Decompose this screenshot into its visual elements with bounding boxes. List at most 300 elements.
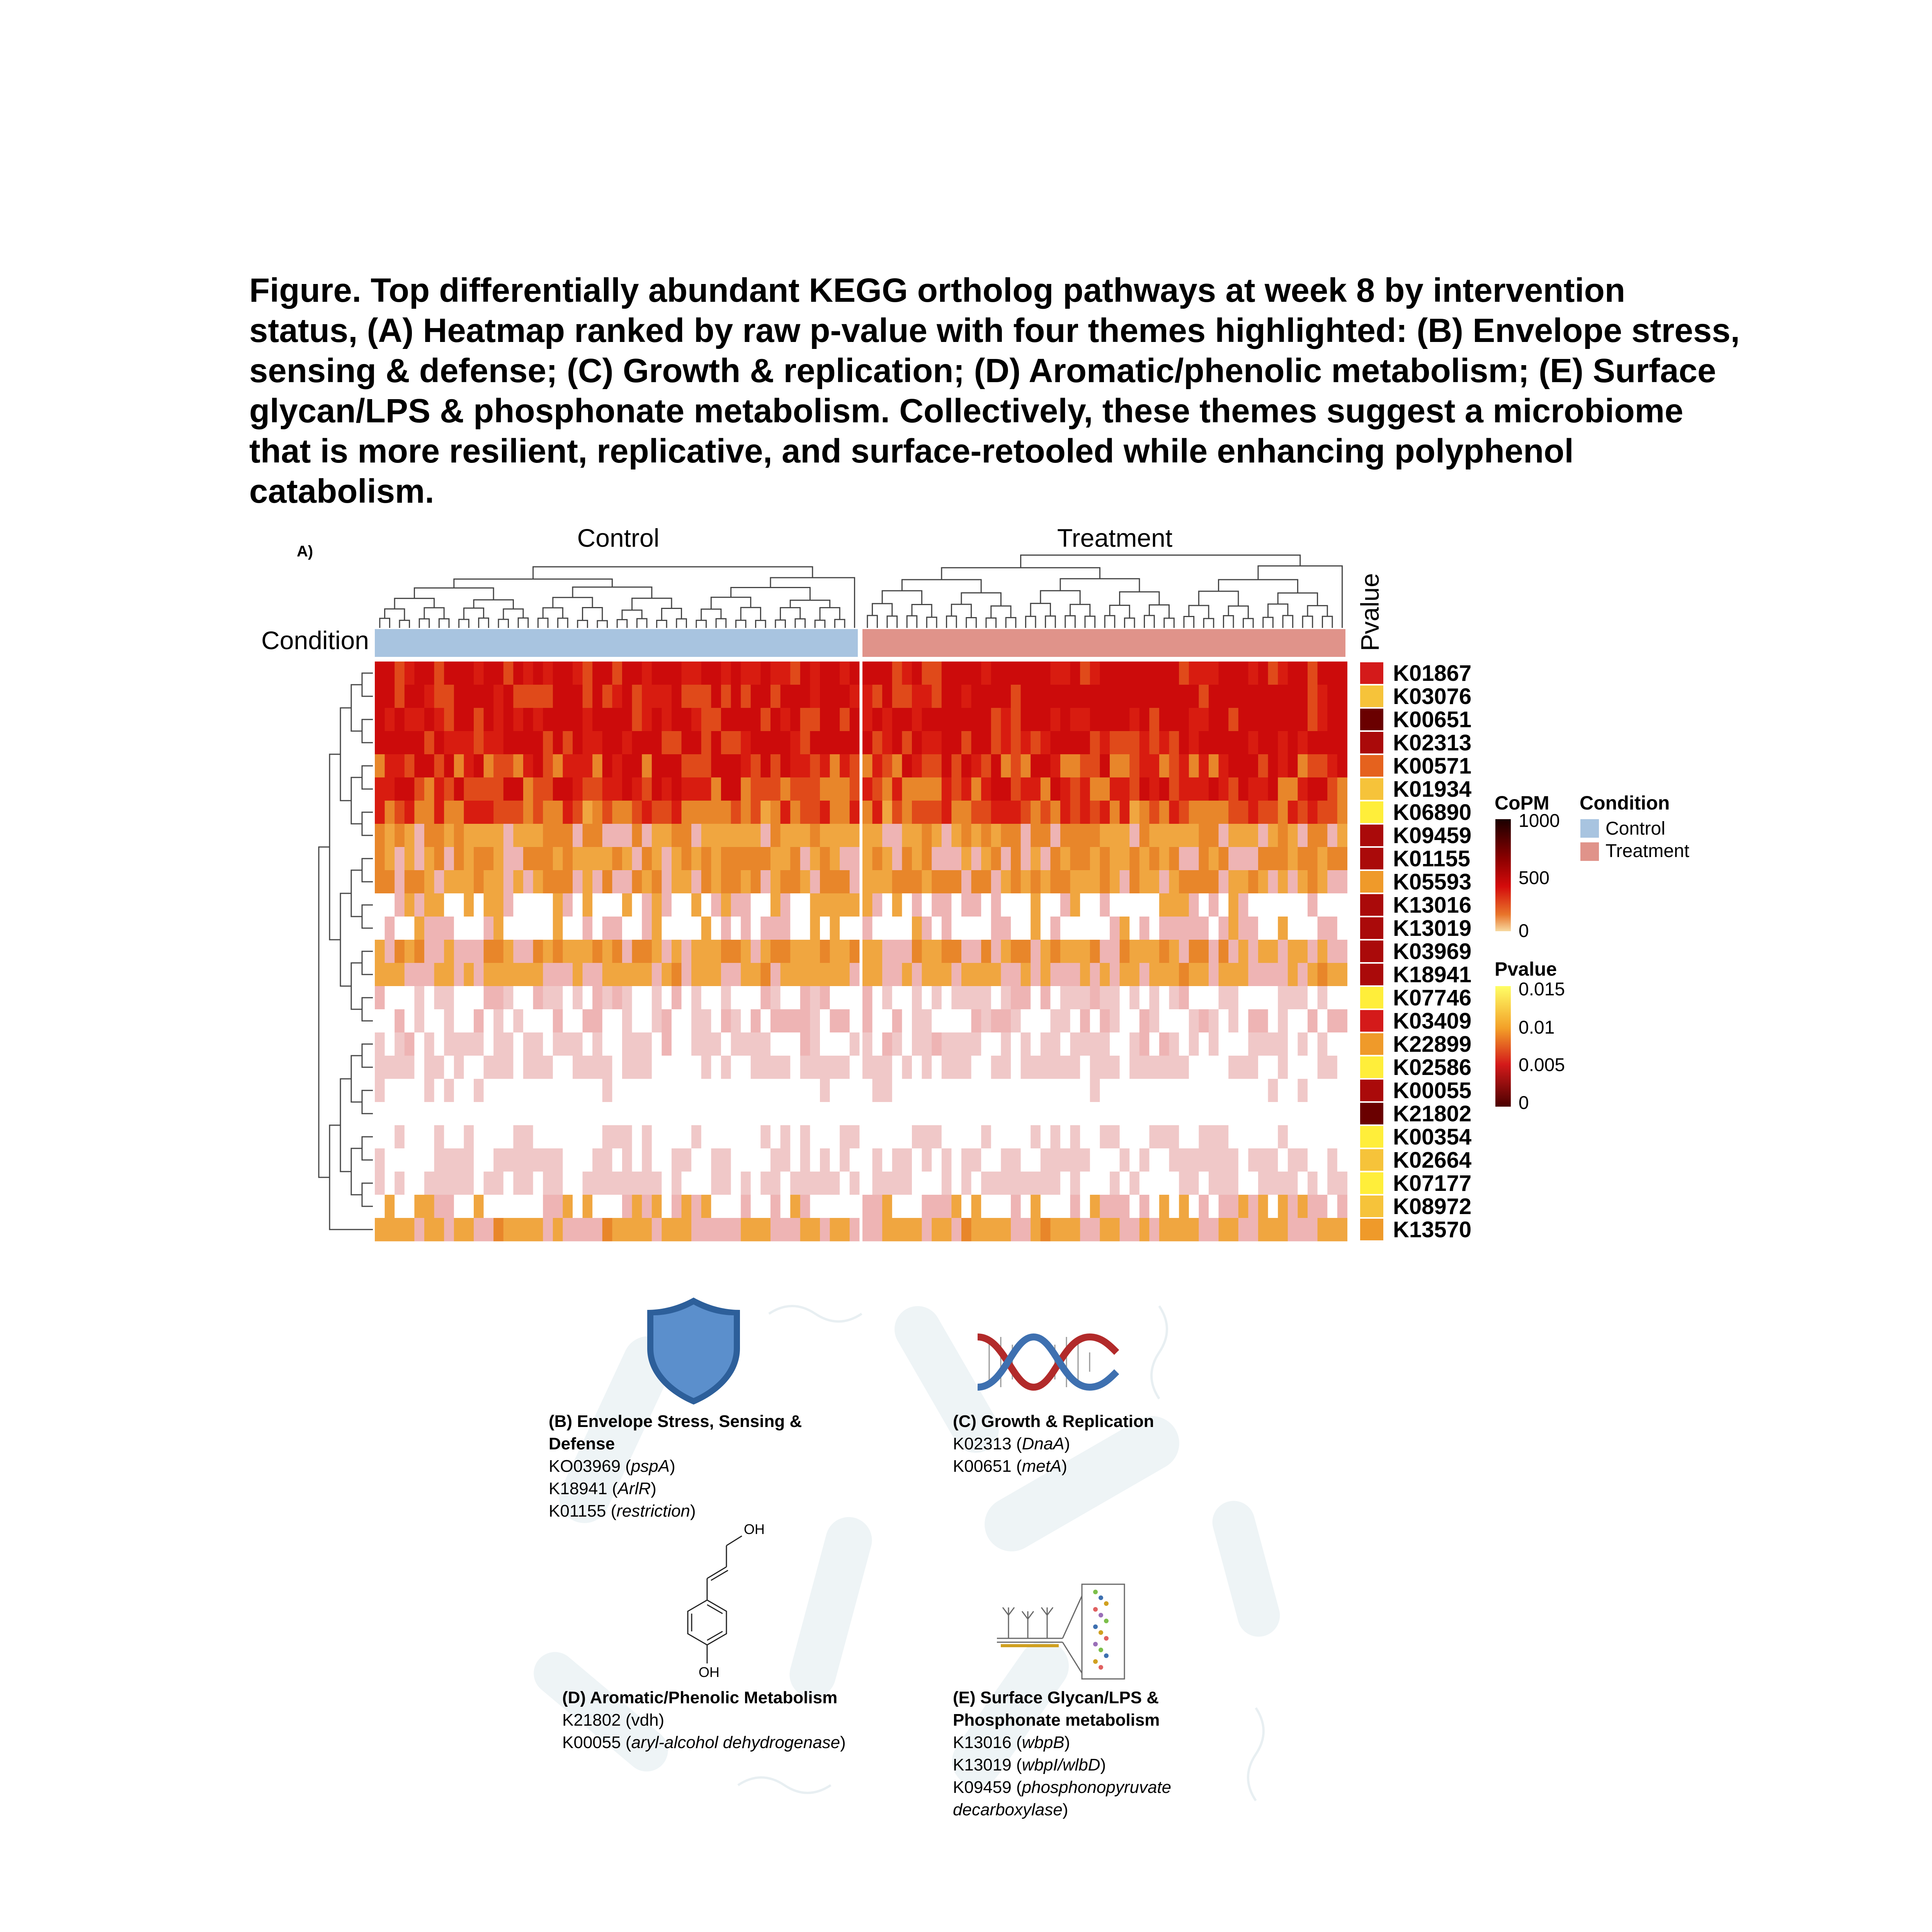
heatmap-cell [1219,870,1229,894]
heatmap-cell [395,731,405,755]
heatmap-cell [464,1009,474,1033]
heatmap-cell [840,870,850,894]
heatmap-cell [682,1172,692,1195]
dendrogram-branch [340,893,351,986]
heatmap-cell [395,824,405,847]
theme-e [953,1687,1171,1821]
heatmap-cell [602,824,612,847]
heatmap-cell [543,662,553,685]
heatmap-cell [1288,708,1298,731]
heatmap-cell [1011,824,1021,847]
heatmap-cell [902,963,912,986]
heatmap-cell [454,1172,464,1195]
heatmap-cell [1238,1218,1248,1242]
heatmap-cell [1100,824,1110,847]
heatmap-cell [523,893,533,917]
heatmap-cell [464,801,474,824]
pvalue-colorbar [1495,986,1511,1107]
heatmap-cell [464,1079,474,1102]
heatmap-cell [961,1102,971,1126]
heatmap-cell [1060,754,1070,778]
heatmap-cell [961,1079,971,1102]
heatmap-cell [691,777,701,801]
heatmap-cell [922,1125,932,1149]
heatmap-cell [1308,1009,1318,1033]
heatmap-cell [830,1079,840,1102]
heatmap-cell [1327,662,1337,685]
heatmap-cell [701,1172,711,1195]
heatmap-cell [760,1009,770,1033]
heatmap-cell [662,777,672,801]
heatmap-cell [563,1125,573,1149]
dendrogram-branch [419,619,429,628]
heatmap-cell [1209,847,1219,871]
heatmap-cell [1248,1102,1258,1126]
heatmap-cell [632,1032,642,1056]
heatmap-cell [444,801,454,824]
heatmap-cell [892,754,902,778]
heatmap-cell [1337,708,1347,731]
heatmap-cell [622,1218,632,1242]
heatmap-cell [405,731,415,755]
heatmap-cell [1337,777,1347,801]
heatmap-cell [790,963,800,986]
group-label-control: Control [577,524,660,552]
heatmap-cell [444,1172,454,1195]
heatmap-cell [922,1218,932,1242]
heatmap-cell [840,1056,850,1079]
heatmap-cell [583,731,593,755]
heatmap-cell [533,824,543,847]
condition-annotation-label: Condition [261,626,369,655]
heatmap-cell [1298,1079,1308,1102]
heatmap-cell [701,847,711,871]
heatmap-cell [872,1032,883,1056]
heatmap-cell [840,847,850,871]
heatmap-cell [543,777,553,801]
heatmap-cell [424,870,434,894]
heatmap-cell [902,708,912,731]
heatmap-cell [395,1009,405,1033]
heatmap-cell [770,1079,781,1102]
condition-bar-control [375,629,858,657]
heatmap-cell [385,1125,395,1149]
heatmap-cell [1169,824,1179,847]
heatmap-cell [454,1032,464,1056]
heatmap-cell [1159,1079,1169,1102]
heatmap-cell [395,777,405,801]
heatmap-cell [652,1009,662,1033]
heatmap-cell [523,754,533,778]
heatmap-cell [622,708,632,731]
heatmap-cell [912,1032,922,1056]
heatmap-cell [711,685,721,708]
heatmap-cell [395,1195,405,1218]
heatmap-cell [1318,824,1328,847]
heatmap-cell [1327,801,1337,824]
heatmap-cell [385,893,395,917]
heatmap-cell [820,1056,830,1079]
heatmap-cell [573,1195,583,1218]
heatmap-cell [810,847,820,871]
heatmap-cell [912,847,922,871]
heatmap-cell [474,1172,484,1195]
glycan-unit [1104,1653,1109,1658]
heatmap-cell [1228,1056,1238,1079]
heatmap-cell [892,893,902,917]
theme-b-title: (B) Envelope Stress, Sensing & [549,1412,802,1431]
heatmap-cell [1337,1195,1347,1218]
heatmap-cell [790,870,800,894]
heatmap-cell [800,1195,810,1218]
heatmap-cell [592,1056,602,1079]
heatmap-cell [1268,963,1278,986]
heatmap-cell [820,824,830,847]
heatmap-cell [1001,708,1011,731]
heatmap-cell [464,1172,474,1195]
heatmap-cell [1159,1172,1169,1195]
heatmap-cell [971,1125,981,1149]
heatmap-cell [1219,1032,1229,1056]
heatmap-cell [902,824,912,847]
heatmap-cell [1050,777,1060,801]
heatmap-cell [882,708,892,731]
heatmap-cell [991,870,1001,894]
heatmap-cell [1189,1195,1199,1218]
heatmap-cell [770,963,781,986]
heatmap-cell [543,801,553,824]
heatmap-cell [810,1102,820,1126]
heatmap-cell [840,731,850,755]
heatmap-cell [770,754,781,778]
heatmap-cell [850,917,860,940]
heatmap-cell [573,1056,583,1079]
heatmap-cell [424,1079,434,1102]
heatmap-cell [1308,1125,1318,1149]
heatmap-cell [711,870,721,894]
heatmap-cell [573,777,583,801]
heatmap-cell [1120,1218,1130,1242]
row-label: K13570 [1393,1217,1472,1242]
heatmap-cell [991,1032,1001,1056]
heatmap-cell [810,685,820,708]
heatmap-cell [902,685,912,708]
heatmap-cell [1149,1079,1159,1102]
heatmap-cell [385,801,395,824]
heatmap-cell [1189,777,1199,801]
heatmap-cell [1199,917,1209,940]
heatmap-cell [1337,1032,1347,1056]
heatmap-cell [1110,1125,1120,1149]
heatmap-cell [1139,1009,1150,1033]
heatmap-cell [1179,847,1189,871]
heatmap-cell [444,1148,454,1172]
heatmap-cell [503,917,514,940]
heatmap-cell [912,824,922,847]
heatmap-cell [830,1125,840,1149]
dendrogram-branch [731,587,810,600]
heatmap-cell [1337,1172,1347,1195]
heatmap-cell [751,1125,761,1149]
heatmap-cell [672,1009,682,1033]
heatmap-cell [385,754,395,778]
heatmap-cell [1179,917,1189,940]
heatmap-cell [395,1102,405,1126]
heatmap-cell [981,870,991,894]
heatmap-cell [1120,824,1130,847]
dendrogram-branch [340,1079,351,1172]
heatmap-cell [922,754,932,778]
heatmap-cell [385,731,395,755]
dendrogram-branch [1060,579,1139,592]
heatmap-cell [800,708,810,731]
heatmap-cell [1129,824,1139,847]
heatmap-cell [991,963,1001,986]
heatmap-cell [741,824,751,847]
heatmap-cell [553,847,563,871]
heatmap-cell [882,754,892,778]
heatmap-cell [652,893,662,917]
heatmap-cell [474,1079,484,1102]
heatmap-cell [872,1148,883,1172]
heatmap-cell [862,870,872,894]
heatmap-cell [751,731,761,755]
heatmap-cell [583,1056,593,1079]
heatmap-cell [1209,1125,1219,1149]
heatmap-cell [951,1056,961,1079]
heatmap-cell [1149,893,1159,917]
heatmap-cell [385,777,395,801]
heatmap-cell [682,754,692,778]
heatmap-cell [1060,847,1070,871]
heatmap-cell [951,1148,961,1172]
heatmap-cell [662,986,672,1010]
dendrogram-branch [637,619,647,628]
dendrogram-branch [1026,616,1036,628]
heatmap-cell [503,777,514,801]
heatmap-cell [872,824,883,847]
heatmap-cell [1189,1056,1199,1079]
heatmap-cell [513,1032,523,1056]
heatmap-cell [602,893,612,917]
heatmap-cell [1129,1125,1139,1149]
heatmap-cell [434,1102,444,1126]
heatmap-cell [563,1056,573,1079]
heatmap-cell [942,1195,952,1218]
heatmap-cell [741,1032,751,1056]
heatmap-cell [1298,1009,1308,1033]
pvalue-tick-0: 0 [1519,1093,1529,1113]
heatmap-cell [760,1172,770,1195]
heatmap-cell [1288,685,1298,708]
heatmap-cell [691,1195,701,1218]
heatmap-cell [872,1125,883,1149]
heatmap-cell [1219,1102,1229,1126]
heatmap-cell [760,824,770,847]
heatmap-cell [1268,917,1278,940]
heatmap-cell [1080,824,1090,847]
heatmap-cell [503,708,514,731]
heatmap-cell [850,1148,860,1172]
heatmap-cell [902,917,912,940]
heatmap-cell [632,1079,642,1102]
heatmap-cell [672,731,682,755]
heatmap-cell [770,801,781,824]
heatmap-cell [1209,963,1219,986]
heatmap-cell [882,870,892,894]
heatmap-cell [563,1148,573,1172]
condition-legend-label-treatment: Treatment [1605,841,1689,861]
heatmap-cell [1090,824,1100,847]
heatmap-cell [1268,708,1278,731]
heatmap-cell [1021,986,1031,1010]
heatmap-cell [1189,1079,1199,1102]
heatmap-cell [1041,1009,1051,1033]
heatmap-cell [770,1125,781,1149]
heatmap-cell [1041,685,1051,708]
heatmap-cell [1308,777,1318,801]
heatmap-cell [701,685,711,708]
heatmap-cell [1139,847,1150,871]
heatmap-cell [1090,917,1100,940]
heatmap-cell [503,986,514,1010]
heatmap-cell [691,1125,701,1149]
heatmap-cell [892,801,902,824]
heatmap-cell [790,1056,800,1079]
heatmap-cell [1327,1009,1337,1033]
heatmap-cell [424,940,434,963]
heatmap-cell [573,1148,583,1172]
heatmap-cell [1100,1079,1110,1102]
heatmap-cell [1298,754,1308,778]
heatmap-cell [961,1125,971,1149]
heatmap-cell [800,1148,810,1172]
heatmap-cell [820,708,830,731]
heatmap-cell [1001,1218,1011,1242]
heatmap-cell [961,754,971,778]
heatmap-cell [810,1172,820,1195]
heatmap-cell [375,917,385,940]
heatmap-cell [912,777,922,801]
heatmap-cell [892,870,902,894]
heatmap-cell [543,1125,553,1149]
heatmap-cell [850,1056,860,1079]
heatmap-cell [385,1079,395,1102]
heatmap-cell [711,847,721,871]
heatmap-cell [484,662,494,685]
heatmap-cell [414,870,424,894]
heatmap-cell [414,1079,424,1102]
heatmap-cell [751,1032,761,1056]
heatmap-cell [961,1148,971,1172]
heatmap-cell [405,1148,415,1172]
heatmap-cell [405,1056,415,1079]
glycan-unit [1093,1624,1098,1629]
heatmap-cell [961,1195,971,1218]
heatmap-cell [830,777,840,801]
row-label: K01867 [1393,661,1472,686]
heatmap-cell [1120,662,1130,685]
heatmap-cell [882,1172,892,1195]
heatmap-cell [1318,708,1328,731]
heatmap-cell [770,847,781,871]
heatmap-cell [1070,847,1080,871]
heatmap-cell [1129,940,1139,963]
heatmap-cell [622,777,632,801]
heatmap-cell [862,1195,872,1218]
heatmap-cell [434,893,444,917]
heatmap-cell [971,1148,981,1172]
heatmap-cell [751,1148,761,1172]
heatmap-cell [1159,685,1169,708]
heatmap-cell [1129,870,1139,894]
heatmap-cell [543,1195,553,1218]
heatmap-cell [781,963,791,986]
heatmap-cell [682,824,692,847]
row-dendrogram [319,673,373,1230]
heatmap-cell [1209,1148,1219,1172]
theme-b-item: K01155 (restriction) [549,1502,696,1520]
heatmap-cell [543,754,553,778]
heatmap-cell [1021,824,1031,847]
heatmap-cell [622,1079,632,1102]
heatmap-cell [1248,870,1258,894]
heatmap-cell [971,708,981,731]
heatmap-cell [1169,986,1179,1010]
heatmap-cell [981,893,991,917]
heatmap-cell [642,940,652,963]
heatmap-cell [1268,870,1278,894]
heatmap-cell [1308,1148,1318,1172]
heatmap-cell [1080,1148,1090,1172]
heatmap-cell [642,1079,652,1102]
heatmap-cell [1001,1102,1011,1126]
heatmap-cell [862,893,872,917]
heatmap-cell [760,1079,770,1102]
heatmap-cell [882,986,892,1010]
heatmap-cell [1120,847,1130,871]
heatmap-cell [991,824,1001,847]
heatmap-cell [1139,893,1150,917]
heatmap-cell [1090,1148,1100,1172]
heatmap-cell [1120,777,1130,801]
heatmap-cell [830,662,840,685]
heatmap-cell [862,708,872,731]
heatmap-cell [1228,1172,1238,1195]
heatmap-cell [701,731,711,755]
heatmap-cell [652,963,662,986]
heatmap-cell [1100,1172,1110,1195]
panel-a-label: A) [297,543,313,560]
heatmap-cell [1011,1102,1021,1126]
heatmap-cell [1238,824,1248,847]
heatmap-cell [1031,1056,1041,1079]
heatmap-cell [1327,870,1337,894]
heatmap-cell [533,1009,543,1033]
heatmap-cell [1298,1195,1308,1218]
heatmap-cell [1090,731,1100,755]
heatmap-cell [872,685,883,708]
heatmap-cell [1258,731,1268,755]
heatmap-cell [1288,1032,1298,1056]
heatmap-cell [1308,1218,1318,1242]
heatmap-cell [1070,986,1080,1010]
heatmap-cell [424,1195,434,1218]
group-separator [859,662,862,1241]
heatmap-cell [513,824,523,847]
heatmap-cell [1070,754,1080,778]
dna-icon [974,1325,1121,1399]
